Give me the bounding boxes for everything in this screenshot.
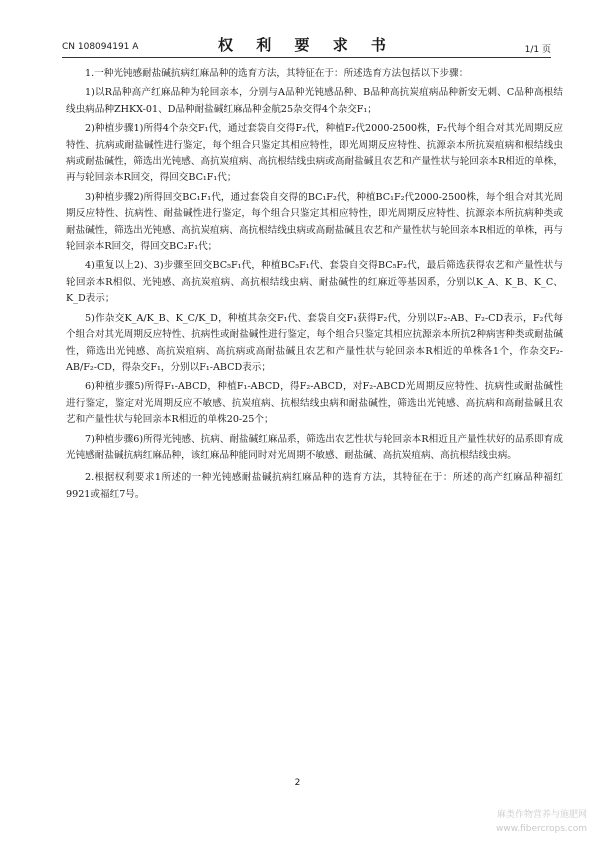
page-indicator: 1/1 页 [524, 45, 551, 55]
page-number: 2 [294, 778, 301, 788]
claim-1-intro: 1.一种光钝感耐盐碱抗病红麻品种的选育方法，其特征在于：所述选育方法包括以下步骤： [85, 68, 469, 79]
claim-step-4: 4)重复以上2)、3)步骤至回交BC₅F₁代，种植BC₅F₁代、套袋自交得BC₅F₂代，最后筛选获得农艺和产量性状与轮回亲本R相似、光钝感、高抗炭疽病、高抗根结线虫病、耐盐碱性的红麻近等基因系，分别以K_A、K_B、K_C、K_D表示； [66, 260, 563, 305]
watermark [496, 808, 587, 836]
claim-step-3: 3)种植步骤2)所得回交BC₁F₁代，通过套袋自交得的BC₁F₂代，种植BC₁F₂代2000-2500株，每个组合对其光周期反应特性、抗病性、耐盐碱性进行鉴定，每个组合只鉴定其相应特性，即光周期反应特性、抗源亲本所抗病种类或耐盐碱性，筛选出光钝感、高抗炭疽病、高抗根结线虫病或高耐盐碱且农艺和产量性状与轮回亲本R相近的单株，再与轮回亲本R回交，得回交BC₂F₁代； [66, 191, 563, 253]
claim-step-5: 5)作杂交K_A/K_B、K_C/K_D，种植其杂交F₁代、套袋自交F₁获得F₂代，分别以F₂-AB、F₂-CD表示，F₂代每个组合对其光周期反应特性、抗病性或耐盐碱性进行鉴定，每个组合只鉴定其相应抗源亲本所抗2种病害种类或耐盐碱性，筛选出光钝感、高抗炭疽病、高抗病或高耐盐碱且农艺和产量性状与轮回亲本R相近的单株各1个，作杂交F₂-AB/F₂-CD，得杂交F₁，分别以F₁-ABCD表示； [66, 312, 563, 373]
watermark-line-1: 麻类作物营养与施肥网 [496, 810, 587, 820]
claim-step-2: 2)种植步骤1)所得4个杂交F₁代，通过套袋自交得F₂代，种植F₂代2000-2500株，F₂代每个组合对其光周期反应特性、抗病或耐盐碱性进行鉴定，每个组合只鉴定其相应特性，即光周期反应特性、抗源亲本所抗炭疽病和根结线虫病或耐盐碱性，筛选出光钝感、高抗炭疽病、高抗根结线虫病或高耐盐碱且农艺和产量性状与轮回亲本R相近的单株，再与轮回亲本R回交，得回交BC₁F₁代； [66, 123, 563, 184]
watermark-line-2: www.fibercrops.com [496, 824, 587, 834]
claim-step-1: 1)以R品种高产红麻品种为轮回亲本，分别与A品种光钝感品种、B品种高抗炭疽病品种新安无刺、C品种高根结线虫病品种ZHKX-01、D品种耐盐碱红麻品种金航25杂交得4个杂交F₁； [66, 87, 563, 115]
header-divider [62, 57, 551, 58]
page-header [62, 34, 551, 54]
claim-step-6: 6)种植步骤5)所得F₁-ABCD，种植F₁-ABCD，得F₂-ABCD，对F₂-ABCD光周期反应特性、抗病性或耐盐碱性进行鉴定，鉴定对光周期反应不敏感、抗炭疽病、抗根结线虫病和耐盐碱性，筛选出光钝感、高抗病和高耐盐碱且农艺和产量性状与轮回亲本R相近的单株20-25个； [66, 381, 563, 426]
claims-body [66, 66, 563, 506]
patent-number: CN 108094191 A [62, 42, 139, 52]
claim-2: 2.根据权利要求1所述的一种光钝感耐盐碱抗病红麻品种的选育方法，其特征在于：所述的高产红麻品种福红9921或福红7号。 [66, 472, 563, 500]
claim-step-7: 7)种植步骤6)所得光钝感、抗病、耐盐碱红麻品系，筛选出农艺性状与轮回亲本R相近且产量性状好的品系即育成光钝感耐盐碱抗病红麻品种，该红麻品种能同时对光周期不敏感、耐盐碱、高抗炭疽病、高抗根结线虫病。 [66, 433, 563, 461]
page-title: 权 利 要 求 书 [218, 36, 395, 54]
